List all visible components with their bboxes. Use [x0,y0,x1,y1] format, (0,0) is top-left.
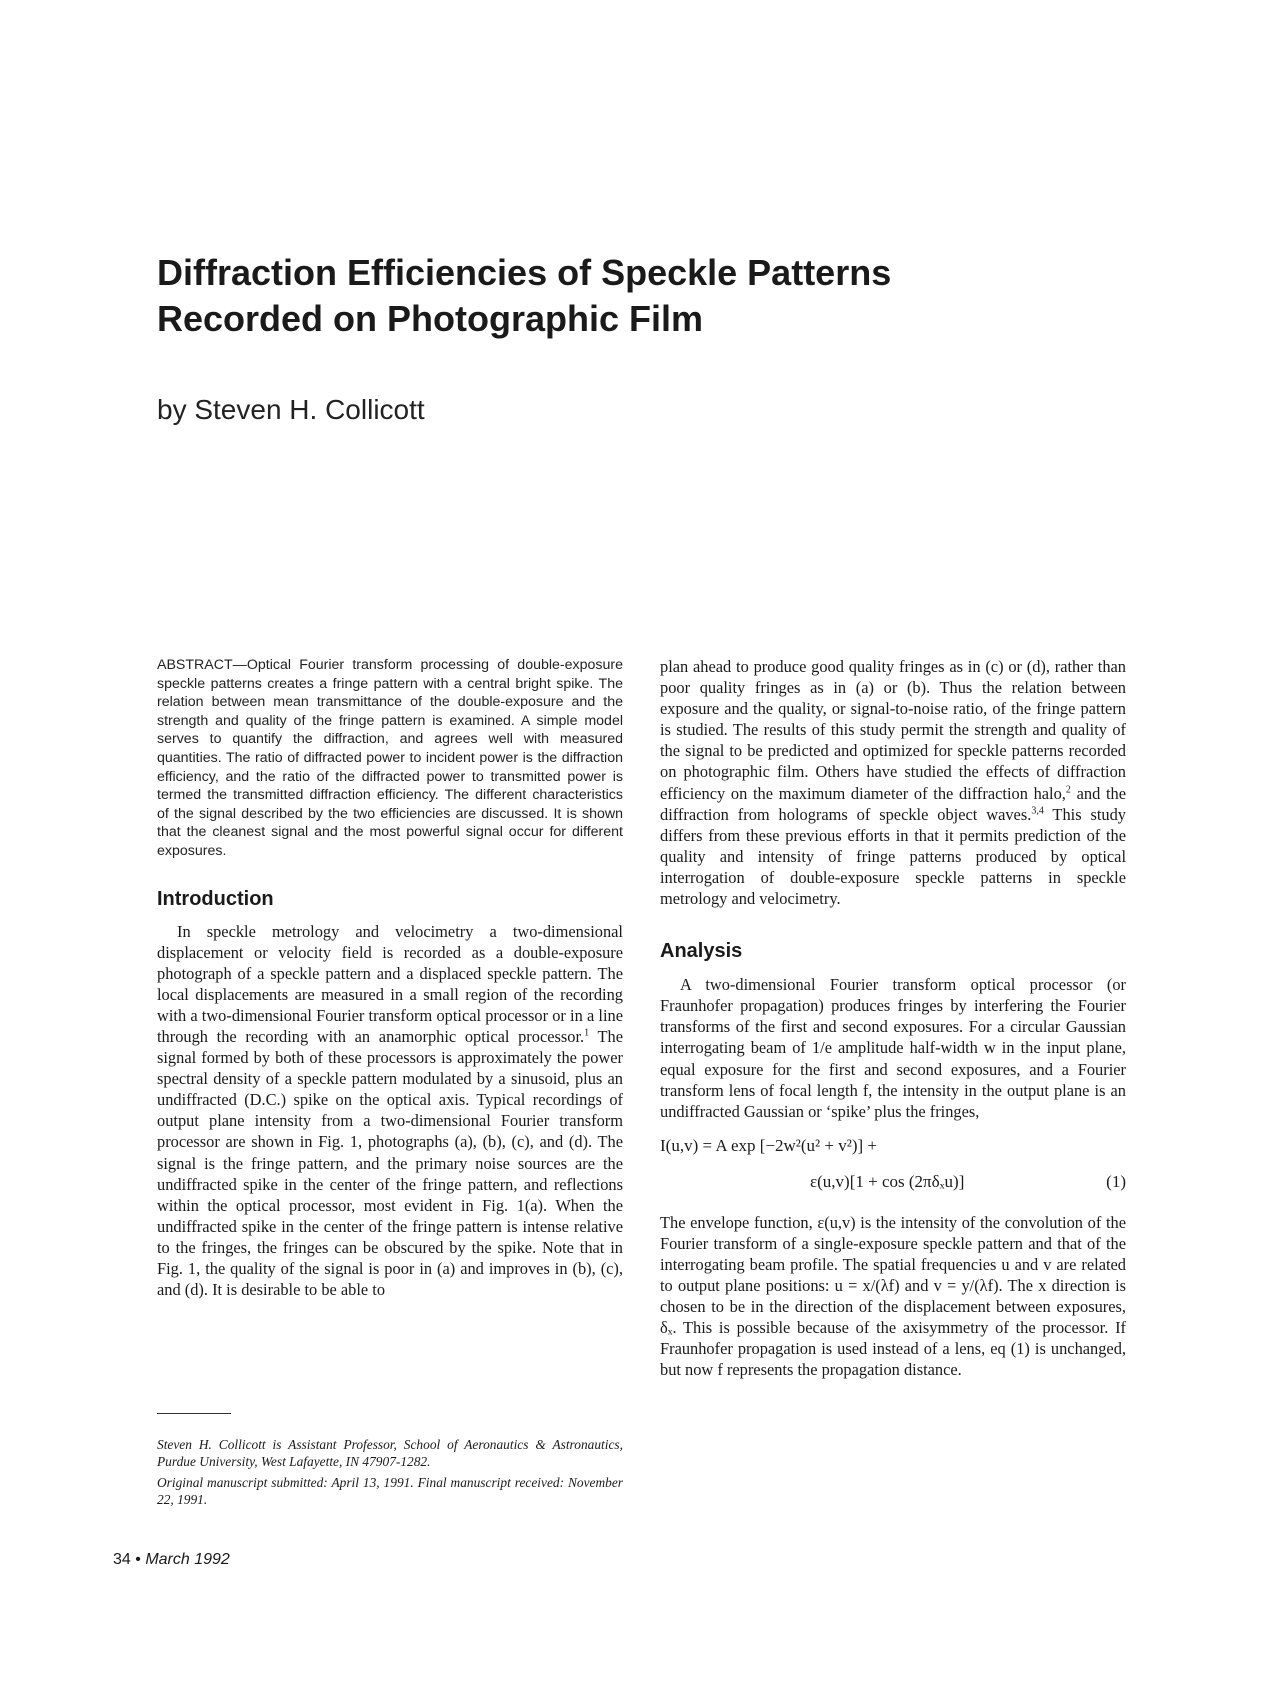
citation-1: 1 [584,1027,590,1039]
manuscript-dates-note: Original manuscript submitted: April 13, 1991. Final manuscript received: November 22, 1991. [157,1475,623,1507]
footer-separator: • [135,1551,141,1568]
intro-cont-a: plan ahead to produce good quality fringes as in (c) or (d), rather than poor quality fringes as in (a) or (b). Thus the relation between exposure and the quality, or signal-to-noise ratio, of the fringe pattern is studied. The results of this study permit the strength and quality of the signal to be predicted and optimized for speckle patterns recorded on photographic film. Others have studied the effects of diffraction efficiency on the maximum diameter of the diffraction halo, [660,657,1126,803]
issue-date: March 1992 [145,1551,230,1568]
intro-cont-b: and the diffraction from holograms of speckle object waves. [660,783,1126,824]
analysis-heading: Analysis [660,940,743,963]
left-column [157,656,623,1300]
introduction-paragraph [157,921,623,1301]
intro-cont-c: This study differs from these previous efforts in that it permits prediction of the quality and intensity of fringe patterns produced by optical interrogation of double-exposure speckle patterns in speckle metrology and velocimetry. [660,804,1126,909]
page-footer [113,1551,230,1569]
analysis-paragraph-1: A two-dimensional Fourier transform optical processor (or Fraunhofer propagation) produces fringes by interfering the Fourier transforms of the first and second exposures. For a circular Gaussian interrogating beam of 1/e amplitude half-width w in the input plane, equal exposure for the first and second exposures, and a Fourier transform lens of focal length f, the intensity in the output plane is an undiffracted Gaussian or ‘spike’ plus the fringes, [660,975,1126,1121]
intro-text-b: The signal formed by both of these processors is approximately the power spectral density of a speckle pattern modulated by a sinusoid, plus an undiffracted (D.C.) spike on the optical axis. Typical recordings of output plane intensity from a two-dimensional Fourier transform processor are shown in Fig. 1, photographs (a), (b), (c), and (d). The signal is the fringe pattern, and the primary noise sources are the undiffracted spike in the center of the fringe pattern, and reflections within the optical processor, most evident in Fig. 1(a). When the undiffracted spike in the center of the fringe pattern is intense relative to the fringes, the fringes can be obscured by the spike. Note that in Fig. 1, the quality of the signal is poor in (a) and improves in (b), (c), and (d). It is desirable to be able to [157,1027,623,1300]
equation-number: (1) [1106,1171,1126,1191]
footnote-rule [157,1413,231,1414]
equation-1 [660,1134,1126,1200]
right-column [660,656,1126,1381]
page-number: 34 [113,1551,131,1568]
equation-1-line-1: I(u,v) = A exp [−2w²(u² + v²)] + [660,1135,877,1155]
citation-2: 2 [1065,784,1071,796]
abstract: ABSTRACT—Optical Fourier transform processing of double-exposure speckle patterns creates a fringe pattern with a central bright spike. The relation between mean transmittance of the double-exposure and the strength and quality of the fringe pattern is examined. A simple model serves to quantify the diffraction, and agrees well with measured quantities. The ratio of diffracted power to incident power is the diffraction efficiency, and the ratio of the diffracted power to transmitted power is termed the transmitted diffraction efficiency. The different characteristics of the signal described by the two efficiencies are discussed. It is shown that the cleanest signal and the most powerful signal occur for different exposures. [157,657,623,859]
intro-text-a: In speckle metrology and velocimetry a two-dimensional displacement or velocity field is recorded as a double-exposure photograph of a speckle pattern and a displaced speckle pattern. The local displacements are measured in a small region of the recording with a two-dimensional Fourier transform optical processor or in a line through the recording with an anamorphic optical processor. [157,921,623,1046]
footnotes [157,1436,623,1512]
introduction-continued [660,656,1126,909]
introduction-heading: Introduction [157,887,274,910]
analysis-paragraph-2: The envelope function, ε(u,v) is the intensity of the convolution of the Fourier transform of a single-exposure speckle pattern and that of the interrogating beam profile. The spatial frequencies u and v are related to output plane positions: u = x/(λf) and v = y/(λf). The x direction is chosen to be in the direction of the displacement between exposures, δₓ. This is possible because of the axisymmetry of the processor. If Fraunhofer propagation is used instead of a lens, eq (1) is unchanged, but now f represents the propagation distance. [660,1212,1126,1380]
equation-1-line-2: ε(u,v)[1 + cos (2πδₓu)] [810,1171,965,1191]
author-byline: by Steven H. Collicott [157,394,425,425]
article-title: Diffraction Efficiencies of Speckle Patterns Recorded on Photographic Film [157,252,892,339]
author-affiliation-note: Steven H. Collicott is Assistant Professor, School of Aeronautics & Astronautics, Purdue University, West Lafayette, IN 47907-1282. [157,1437,623,1469]
citation-3-4: 3,4 [1031,805,1044,817]
